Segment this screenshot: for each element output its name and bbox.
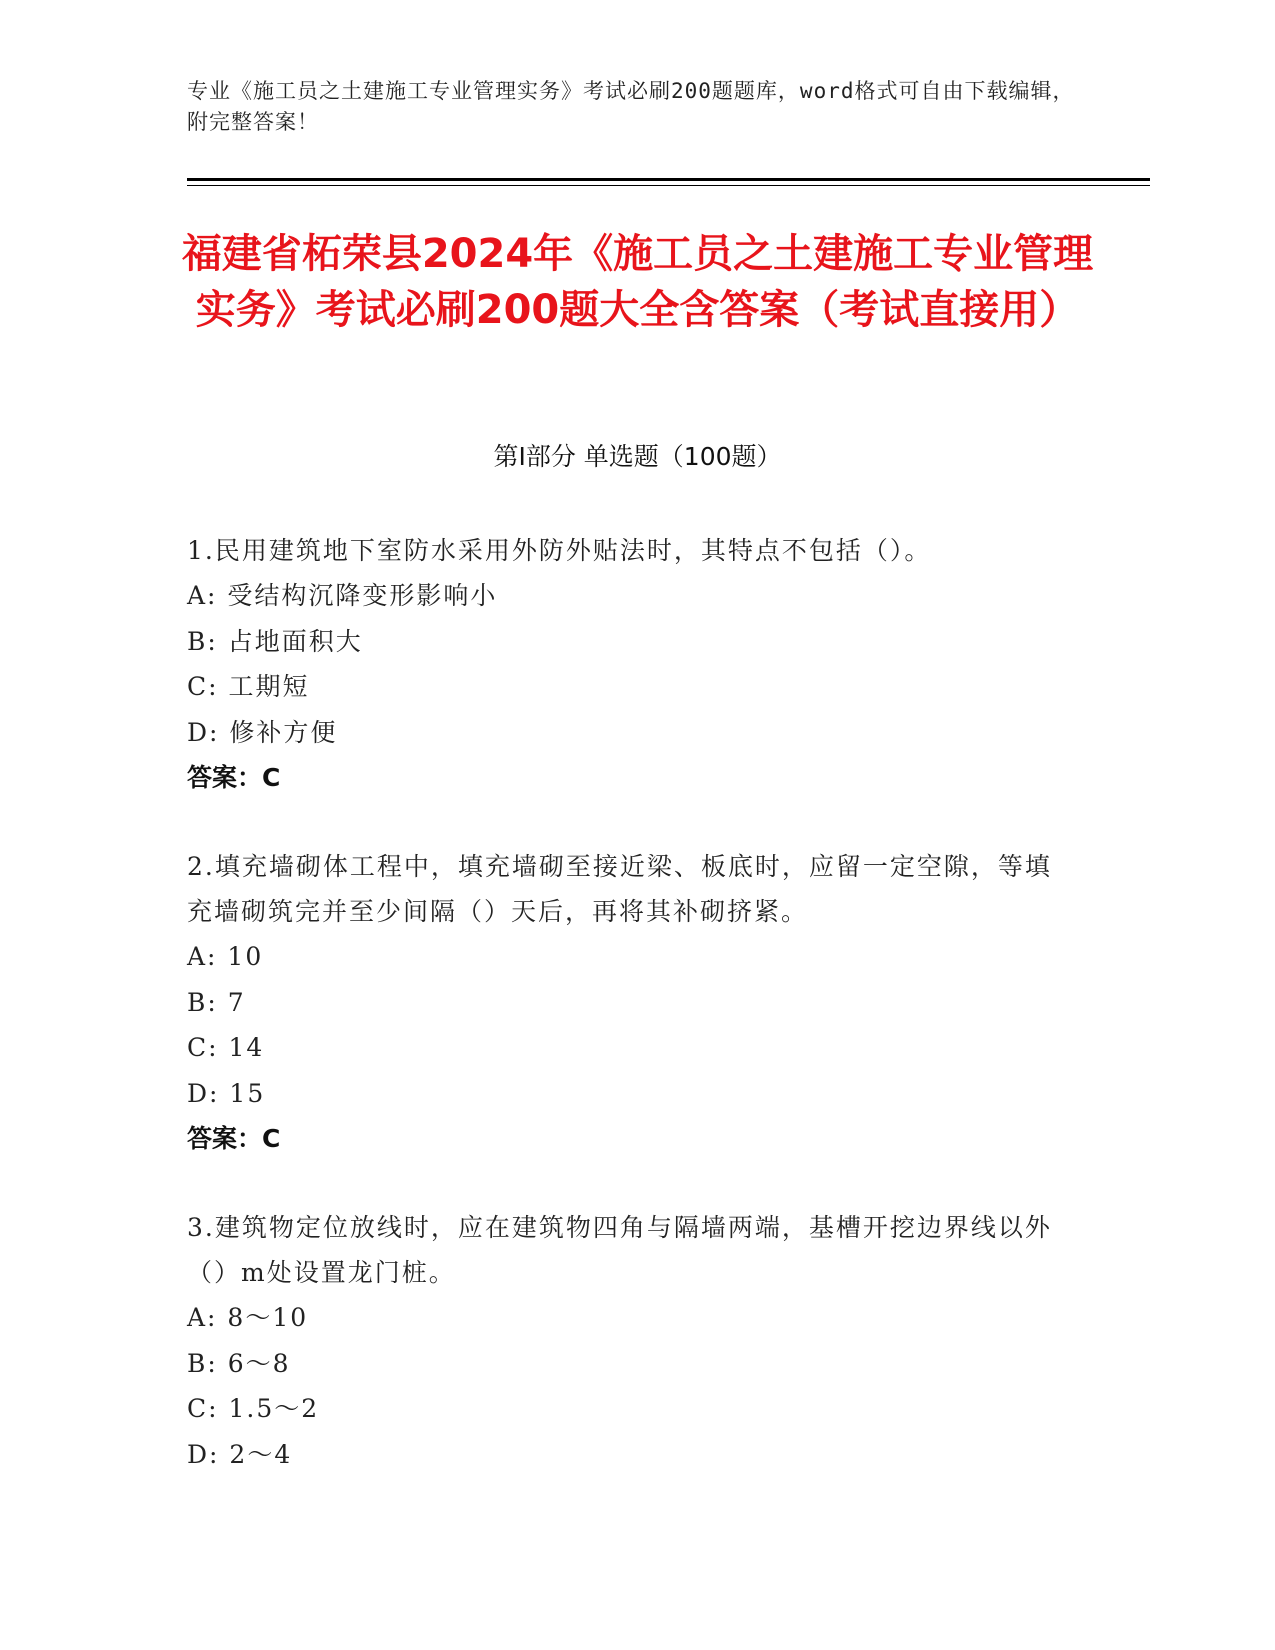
question-text: 3.建筑物定位放线时，应在建筑物四角与隔墙两端，基槽开挖边界线以外（）m处设置龙门桩。 <box>187 1213 1052 1287</box>
option-a: A: 10 <box>187 942 264 971</box>
answer: 答案：C <box>187 1124 281 1153</box>
question-3 <box>187 1205 1067 1477</box>
question-text: 1.民用建筑地下室防水采用外防外贴法时，其特点不包括（）。 <box>187 536 932 565</box>
header-divider-thick <box>187 178 1150 181</box>
question-1 <box>187 528 1067 800</box>
option-d: D: 2～4 <box>187 1439 293 1469</box>
question-text: 2.填充墙砌体工程中，填充墙砌至接近梁、板底时，应留一定空隙，等填充墙砌筑完并至少间隔（）天后，再将其补砌挤紧。 <box>187 852 1052 926</box>
option-c: C: 工期短 <box>187 672 310 701</box>
option-b: B: 7 <box>187 987 246 1017</box>
document-title: 福建省柘荣县2024年《施工员之土建施工专业管理实务》考试必刷200题大全含答案（考试直接用） <box>181 231 1094 333</box>
option-d: D: 15 <box>187 1078 266 1108</box>
option-b: B: 6～8 <box>187 1348 291 1378</box>
option-a: A: 受结构沉降变形影响小 <box>187 581 498 610</box>
option-b: B: 占地面积大 <box>187 626 363 656</box>
option-d: D: 修补方便 <box>187 717 338 747</box>
option-a: A: 8～10 <box>187 1303 309 1332</box>
option-c: C: 14 <box>187 1033 265 1062</box>
question-list <box>187 528 1067 1521</box>
option-c: C: 1.5～2 <box>187 1394 320 1423</box>
answer: 答案：C <box>187 763 281 792</box>
question-2 <box>187 844 1067 1161</box>
header-note: 专业《施工员之土建施工专业管理实务》考试必刷200题题库，word格式可自由下载编辑，附完整答案！ <box>187 79 1075 134</box>
section-title: 第I部分 单选题（100题） <box>493 442 782 471</box>
header-divider-thin <box>187 185 1150 186</box>
